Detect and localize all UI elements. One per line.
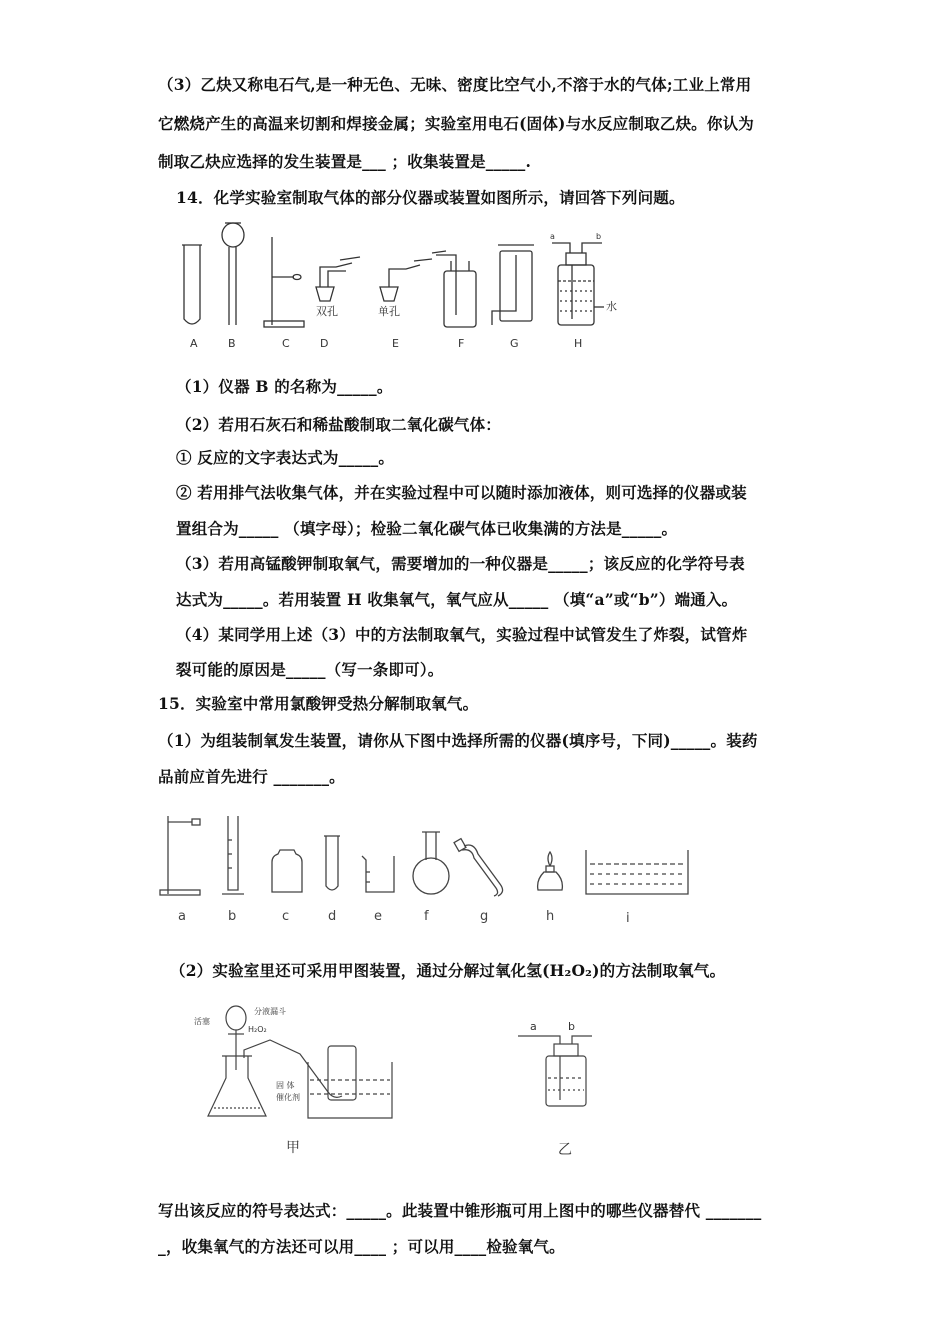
label-g: G [510, 337, 519, 350]
graduated-cylinder-icon [222, 816, 244, 894]
h-note-water: 水 [606, 300, 617, 313]
caption-jia: 甲 [286, 1140, 300, 1156]
q15-p1-2: 品前应首先进行 _______。 [158, 767, 345, 786]
wash-bottle-h-icon [552, 243, 604, 325]
instrument-label-a: a [178, 909, 186, 924]
note-h2o2: H₂O₂ [248, 1025, 267, 1034]
instrument-label-e: e [374, 909, 382, 924]
instrument-label-c: c [282, 909, 290, 924]
label-c: C [282, 337, 290, 350]
caption-yi: 乙 [558, 1142, 572, 1158]
two-hole-stopper-d-icon [316, 257, 360, 301]
q14-apparatus-figure [170, 215, 630, 357]
delivery-tube-icon [454, 839, 503, 896]
instrument-label-d: d [328, 909, 337, 924]
iron-stand-icon [160, 816, 200, 895]
q13-part3-line1: （3）乙炔又称电石气,是一种无色、无味、密度比空气小,不溶于水的气体;工业上常用 [158, 75, 752, 94]
test-tube-a-icon [182, 245, 202, 324]
q14-p2b-1: ② 若用排气法收集气体，并在实验过程中可以随时添加液体，则可选择的仪器或装 [176, 483, 747, 502]
label-e: E [392, 337, 399, 350]
note-funnel: 分液漏斗 [254, 1007, 286, 1016]
yi-port-a: a [530, 1020, 537, 1033]
q14-p2b-2: 置组合为_____ （填字母）；检验二氧化碳气体已收集满的方法是_____。 [176, 519, 678, 538]
note-plug: 活塞 [194, 1017, 210, 1026]
long-neck-funnel-b-icon [222, 223, 244, 325]
label-f: F [458, 337, 465, 350]
apparatus-yi-icon [518, 1036, 592, 1106]
instrument-label-b: b [228, 909, 237, 924]
beaker-icon [362, 856, 394, 892]
yi-port-b: b [568, 1020, 575, 1033]
q14-p3-1: （3）若用高锰酸钾制取氧气，需要增加的一种仪器是_____；该反应的化学符号表 [176, 554, 745, 573]
round-bottom-flask-icon [413, 832, 449, 894]
e-note: 单孔 [378, 305, 400, 318]
apparatus-jia-icon [208, 1006, 392, 1118]
q15-p3-2: _，收集氧气的方法还可以用____ ；可以用____检验氧气。 [158, 1237, 565, 1256]
q15-apparatus-jia-yi-figure [180, 1000, 620, 1166]
wide-mouth-bottle-icon [272, 850, 302, 892]
q15-title: 15．实验室中常用氯酸钾受热分解制取氧气。 [158, 694, 479, 713]
instrument-label-g: g [480, 909, 489, 924]
q15-p3-1: 写出该反应的符号表达式：_____。此装置中锥形瓶可用上图中的哪些仪器替代 _______ [158, 1201, 762, 1220]
label-b: B [228, 337, 236, 350]
collecting-bottle-g-icon [492, 245, 534, 325]
label-d: D [320, 337, 329, 350]
label-h: H [574, 337, 583, 350]
one-hole-stopper-e-icon [380, 259, 432, 301]
instrument-label-f: f [424, 909, 429, 924]
q14-p4-2: 裂可能的原因是_____（写一条即可）。 [176, 660, 444, 679]
label-a: A [190, 337, 198, 350]
d-note: 双孔 [316, 305, 338, 318]
instrument-label-h: h [546, 909, 555, 924]
q14-title: 14．化学实验室制取气体的部分仪器或装置如图所示，请回答下列问题。 [176, 188, 685, 207]
instrument-label-i: i [626, 911, 630, 926]
water-trough-icon [586, 850, 688, 894]
q13-part3-line2: 它燃烧产生的高温来切割和焊接金属；实验室用电石(固体)与水反应制取乙炔。你认为 [158, 114, 754, 133]
q14-p3-2: 达式为_____。若用装置 H 收集氧气，氧气应从_____ （填“a”或“b”）端通入。 [176, 590, 738, 609]
q15-instrument-figure [158, 810, 698, 932]
q14-p4-1: （4）某同学用上述（3）中的方法制取氧气，实验过程中试管发生了炸裂，试管炸 [176, 625, 748, 644]
collecting-bottle-f-icon [432, 251, 476, 327]
test-tube-icon [324, 836, 340, 890]
q14-p2: （2）若用石灰石和稀盐酸制取二氧化碳气体： [176, 415, 501, 434]
h-port-a: a [550, 232, 555, 241]
note-solid: 固 体 [276, 1081, 295, 1090]
q13-part3-line3: 制取乙炔应选择的发生装置是___ ；收集装置是_____. [158, 152, 532, 171]
q15-p1-1: （1）为组装制氧发生装置，请你从下图中选择所需的仪器(填序号，下同)_____。装药 [158, 731, 758, 750]
h-port-b: b [596, 232, 602, 241]
q14-p2a: ① 反应的文字表达式为_____。 [176, 448, 395, 467]
q14-p1: （1）仪器 B 的名称为_____。 [176, 377, 393, 396]
alcohol-lamp-icon [538, 852, 563, 890]
note-catalyst: 催化剂 [276, 1093, 300, 1102]
q15-p2: （2）实验室里还可采用甲图装置，通过分解过氧化氢(H₂O₂)的方法制取氧气。 [170, 961, 726, 980]
iron-stand-c-icon [264, 237, 304, 327]
